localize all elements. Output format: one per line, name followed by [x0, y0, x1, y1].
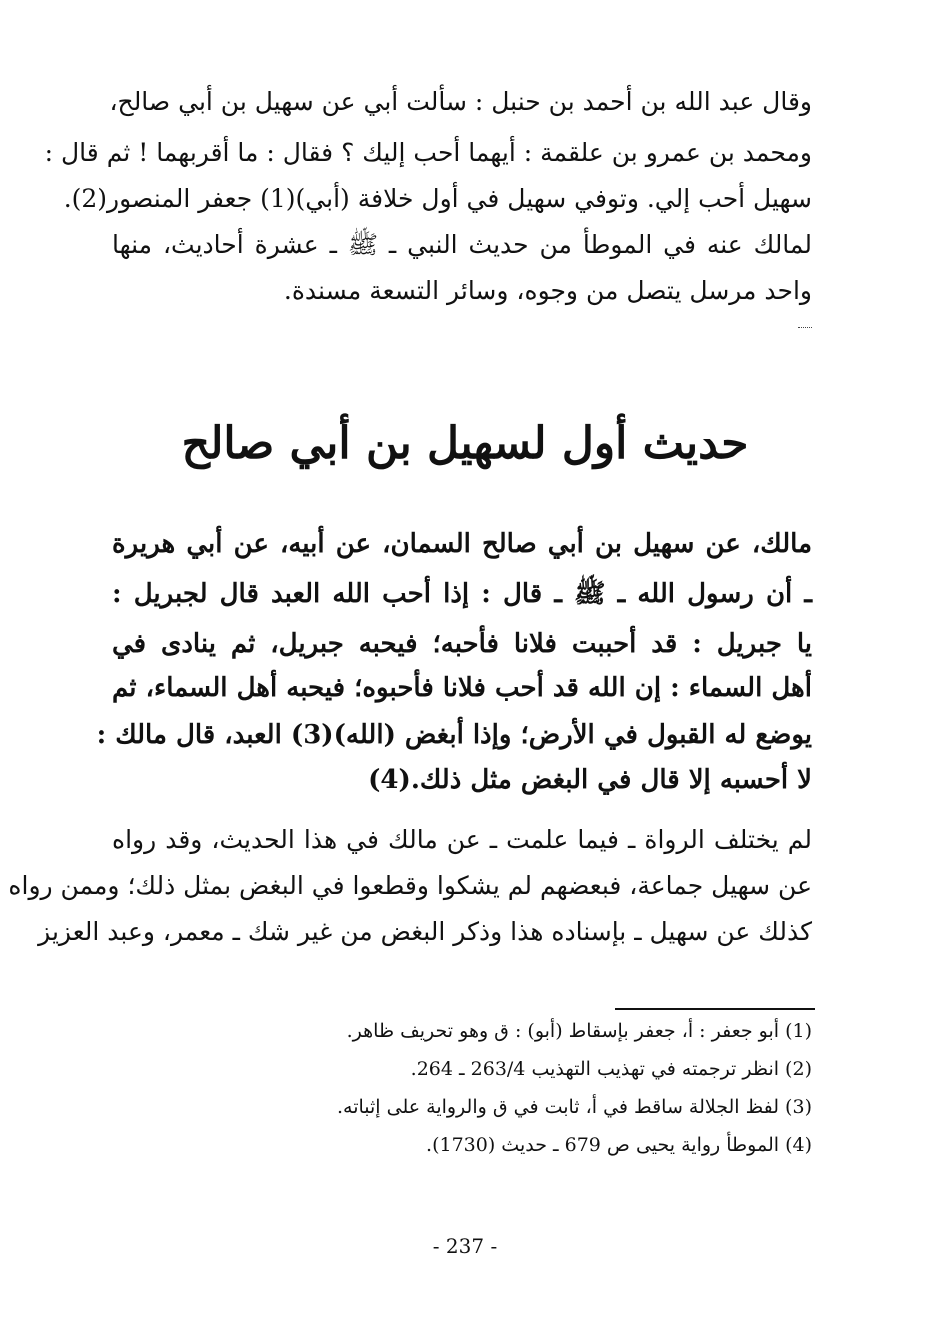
- footnote: (1) أبو جعفر : أ، جعفر بإسقاط (أبو) : ق وهو تحريف ظاهر.: [346, 1020, 812, 1042]
- page-number: - 237 -: [432, 1234, 498, 1258]
- footnote: (4) الموطأ رواية يحيى ص 679 ـ حديث (1730).: [426, 1134, 812, 1156]
- intro-line: ومحمد بن عمرو بن علقمة : أيهما أحب إليك ؟ فقال : ما أقربهما ! ثم قال :: [44, 138, 812, 167]
- intro-line: واحد مرسل يتصل من وجوه، وسائر التسعة مسندة.: [283, 276, 812, 305]
- footnote: (3) لفظ الجلالة ساقط في أ، ثابت في ق والرواية على إثباته.: [336, 1096, 812, 1118]
- hadith-line: لا أحسبه إلا قال في البغض مثل ذلك.(4): [368, 765, 812, 795]
- hadith-line: يا جبريل : قد أحببت فلانا فأحبه؛ فيحبه جبريل، ثم ينادى في: [112, 629, 812, 659]
- hadith-line: ـ أن رسول الله ـ ﷺ ـ قال : إذا أحب الله العبد قال لجبريل :: [112, 579, 812, 609]
- stray-mark: [798, 327, 812, 328]
- commentary-line: لم يختلف الرواة ـ فيما علمت ـ عن مالك في هذا الحديث، وقد رواه: [112, 825, 812, 854]
- footnote-separator: [615, 1008, 815, 1010]
- section-heading: حديث أول لسهيل بن أبي صالح: [181, 418, 749, 469]
- intro-line: لمالك عنه في الموطأ من حديث النبي ـ ﷺ ـ عشرة أحاديث، منها: [112, 230, 812, 259]
- footnote: (2) انظر ترجمته في تهذيب التهذيب 263/4 ـ 264.: [410, 1058, 812, 1080]
- hadith-line: يوضع له القبول في الأرض؛ وإذا أبغض (الله)(3) العبد، قال مالك :: [96, 720, 812, 750]
- intro-line: وقال عبد الله بن أحمد بن حنبل : سألت أبي عن سهيل بن أبي صالح،: [109, 87, 812, 116]
- intro-line: سهيل أحب إلي. وتوفي سهيل في أول خلافة (أبي)(1) جعفر المنصور(2).: [63, 184, 812, 213]
- commentary-line: كذلك عن سهيل ـ بإسناده هذا وذكر البغض من غير شك ـ معمر، وعبد العزيز: [38, 917, 812, 946]
- commentary-line: عن سهيل جماعة، فبعضهم لم يشكوا وقطعوا في البغض بمثل ذلك؛ وممن رواه: [8, 871, 812, 900]
- hadith-line: مالك، عن سهيل بن أبي صالح السمان، عن أبيه، عن أبي هريرة: [112, 529, 812, 559]
- hadith-line: أهل السماء : إن الله قد أحب فلانا فأحبوه؛ فيحبه أهل السماء، ثم: [112, 673, 812, 703]
